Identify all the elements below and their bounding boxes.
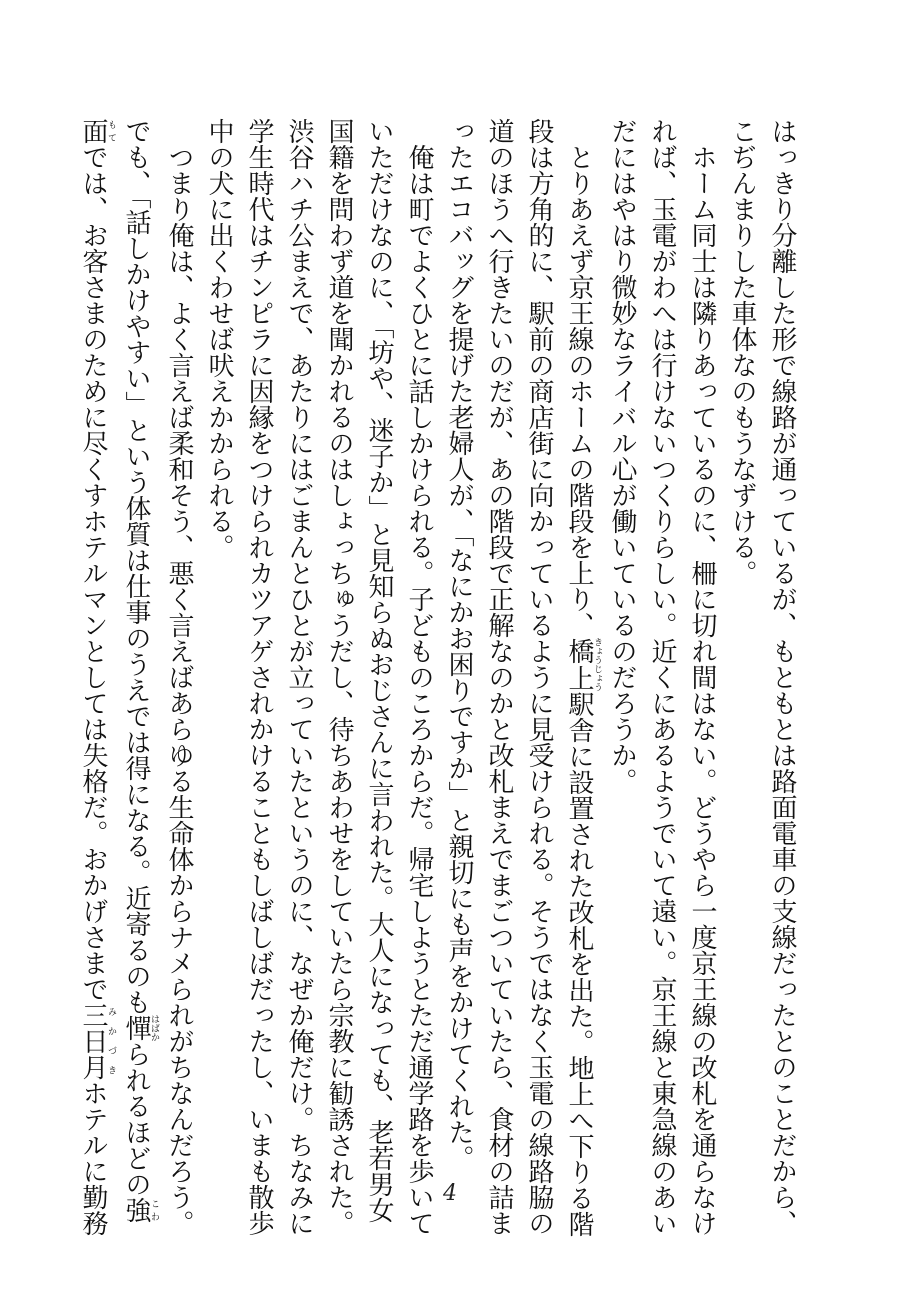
- text-line: [762, 118, 802, 1236]
- ruby-annotation: [78, 1002, 116, 1080]
- text-line: [279, 118, 319, 1236]
- ruby-base: 強: [121, 1197, 151, 1223]
- text-run: 道のほうへ行きたいのだが、あの階段で正解なのかと改札まえでまごついていたら、食材の詰ま: [484, 118, 514, 1236]
- ruby-base: 橋上: [564, 637, 594, 692]
- text-run: 俺は町でよくひとに話しかけられる。子どものころからだ。帰宅しようとただ通学路を歩いて: [404, 144, 434, 1236]
- text-run: ったエコバッグを提げた老婦人が、「なにかお困りですか」と親切にも声をかけてくれた。: [444, 118, 474, 1171]
- text-line: [319, 118, 359, 1236]
- text-run: 渋谷ハチ公まえで、あたりにはごまんとひとが立っていたというのに、なぜか俺だけ。ちなみに: [284, 118, 314, 1236]
- text-run: 段は方角的に、駅前の商店街に向かっているように見受けられる。そうではなく玉電の線路脇の: [524, 118, 554, 1236]
- text-run: 学生時代はチンピラに因縁をつけられカツアゲされかけることもしばしばだったし、いまも散歩: [244, 118, 274, 1236]
- text-line: [682, 118, 722, 1236]
- ruby-reading: みかづき: [106, 1002, 116, 1080]
- text-run: では、お客さまのために尽くすホテルマンとしては失格だ。おかげさまで: [78, 144, 108, 1002]
- text-line: [199, 118, 239, 1153]
- text-run: はっきり分離した形で線路が通っているが、もともとは路面電車の支線だったとのことだから、: [767, 118, 797, 1236]
- text-run: こぢんまりした車体なのもうなずける。: [727, 118, 757, 586]
- ruby-base: 憚: [121, 1014, 151, 1042]
- ruby-annotation: [121, 1014, 159, 1042]
- text-run: 駅舎に設置された改札を出た。地上へ下りる階: [564, 691, 594, 1237]
- text-run: いただけなのに、「坊や、迷子か」と見知らぬおじさんに言われた。大人になっても、老若男女: [364, 118, 394, 1223]
- ruby-annotation: [78, 118, 116, 144]
- ruby-base: 面: [78, 118, 108, 144]
- text-line: [116, 118, 159, 1223]
- text-line: [239, 118, 279, 1236]
- text-line: [602, 118, 642, 1153]
- text-run: とりあえず京王線のホームの階段を上り、: [564, 144, 594, 638]
- text-line: [159, 118, 199, 1236]
- text-run: つまり俺は、よく言えば柔和そう、悪く言えばあらゆる生命体からナメられがちなんだろう。: [164, 144, 194, 1236]
- text-line: [559, 118, 602, 1237]
- ruby-base: 三日月: [78, 1002, 108, 1080]
- text-line: [439, 118, 479, 1171]
- text-run: だにはやはり微妙なライバル心が働いているのだろうか。: [607, 118, 637, 794]
- text-line: [722, 118, 762, 1153]
- page-number: 4: [443, 1181, 457, 1206]
- text-run: でも、「話しかけやすい」という体質は仕事のうえでは得になる。近寄るのも: [121, 118, 151, 1015]
- text-line: [399, 118, 439, 1236]
- text-run: ホテルに勤務: [78, 1080, 108, 1236]
- ruby-annotation: [564, 637, 602, 692]
- ruby-reading: こわ: [149, 1197, 159, 1223]
- text-run: れば、玉電がわへは行けないつくりらしい。近くにあるようでいて遠い。京王線と東急線のあい: [647, 118, 677, 1236]
- body-text: [78, 118, 802, 1237]
- text-run: ホーム同士は隣りあっているのに、柵に切れ間はない。どうやら一度京王線の改札を通らなけ: [687, 144, 717, 1236]
- text-run: 国籍を問わず道を聞かれるのはしょっちゅうだし、待ちあわせをしていたら宗教に勧誘された。: [324, 118, 354, 1236]
- text-line: [642, 118, 682, 1236]
- text-line: [519, 118, 559, 1236]
- text-run: 中の犬に出くわせば吠えかかられる。: [204, 118, 234, 560]
- ruby-reading: はばか: [149, 1014, 159, 1042]
- text-line: [73, 118, 116, 1236]
- ruby-reading: きょうじょう: [592, 637, 602, 692]
- text-line: [359, 118, 399, 1223]
- text-run: られるほどの: [121, 1041, 151, 1197]
- ruby-reading: もて: [106, 118, 116, 144]
- text-line: [479, 118, 519, 1236]
